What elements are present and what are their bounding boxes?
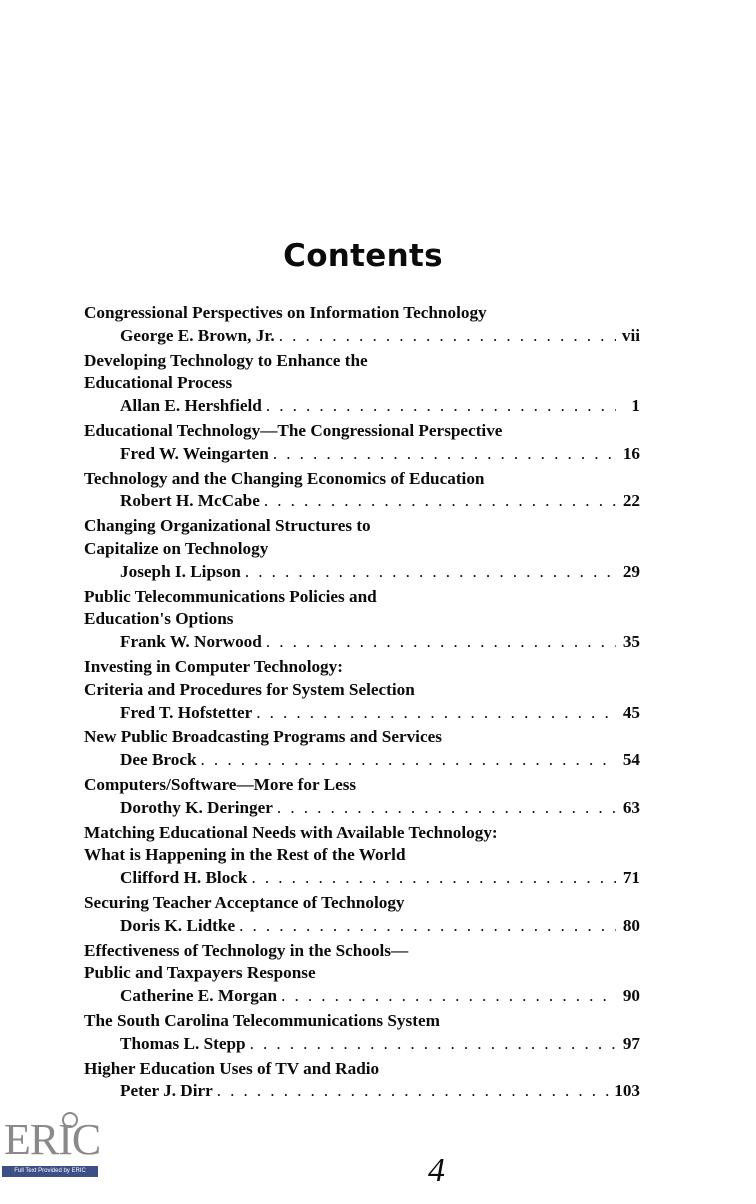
- toc-entry-title: Computers/Software—More for Less: [84, 774, 357, 794]
- toc-entry-title: Higher Education Uses of TV and Radio: [84, 1058, 380, 1078]
- toc-entry-page: 1: [631, 396, 640, 416]
- toc-author-line: [84, 1033, 640, 1056]
- dot-leader: [273, 443, 616, 466]
- toc-entry-title: Matching Educational Needs with Available Technology:: [84, 822, 498, 842]
- dot-leader: [266, 395, 616, 418]
- toc-entry-page: 63: [622, 797, 640, 817]
- toc-entry-page: 90: [622, 986, 640, 1006]
- toc-entry-title: Public Telecommunications Policies and: [84, 586, 377, 606]
- dot-leader: [256, 702, 616, 725]
- toc-entry-page: 54: [622, 750, 640, 770]
- toc-entry-title: Education's Options: [84, 609, 234, 629]
- toc-entry-title: Technology and the Changing Economics of Education: [84, 468, 485, 488]
- dot-leader: [201, 749, 616, 772]
- toc-entry-title: The South Carolina Telecommunications System: [84, 1010, 440, 1030]
- toc-author-line: [84, 985, 640, 1008]
- toc-author-line: [84, 1080, 640, 1103]
- toc-entry: [84, 1010, 640, 1056]
- page-number: 4: [428, 1152, 445, 1189]
- eric-logo-tagline: Full Text Provided by ERIC: [2, 1166, 98, 1177]
- toc-entry-page: 103: [614, 1081, 640, 1101]
- dot-leader: [279, 325, 616, 348]
- toc-entry-title: What is Happening in the Rest of the World: [84, 845, 406, 865]
- toc-entry-title: Educational Technology—The Congressional Perspective: [84, 420, 503, 440]
- toc-author-line: [84, 915, 640, 938]
- toc-entry-author: Joseph I. Lipson: [120, 561, 241, 581]
- toc-author-line: [84, 797, 640, 820]
- toc-entry: [84, 1058, 640, 1104]
- dot-leader: [264, 490, 616, 513]
- eric-logo: [0, 1112, 104, 1182]
- toc-author-line: [84, 749, 640, 772]
- toc-entry-author: Catherine E. Morgan: [120, 986, 278, 1006]
- toc-author-line: [84, 325, 640, 348]
- toc-entry-page: 22: [622, 491, 640, 511]
- toc-entry: [84, 726, 640, 772]
- dot-leader: [245, 561, 616, 584]
- toc-entry-title: Criteria and Procedures for System Selection: [84, 679, 415, 699]
- toc-entry-author: Fred W. Weingarten: [120, 443, 269, 463]
- toc-entry-title: New Public Broadcasting Programs and Services: [84, 727, 442, 747]
- page-title: Contents: [283, 238, 443, 274]
- toc-entry-author: Fred T. Hofstetter: [120, 702, 253, 722]
- toc-entry-title: Capitalize on Technology: [84, 538, 269, 558]
- toc-entry: [84, 586, 640, 654]
- toc-entry-page: 45: [622, 702, 640, 722]
- toc-entry-title: Developing Technology to Enhance the: [84, 350, 368, 370]
- toc-entry-title: Securing Teacher Acceptance of Technology: [84, 892, 405, 912]
- toc-entry-author: Allan E. Hershfield: [120, 396, 262, 416]
- toc-entry: [84, 892, 640, 938]
- table-of-contents: [84, 302, 640, 1105]
- toc-entry: [84, 420, 640, 466]
- toc-entry: [84, 822, 640, 890]
- dot-leader: [251, 867, 616, 890]
- toc-entry-title: Investing in Computer Technology:: [84, 656, 343, 676]
- dot-leader: [277, 797, 616, 820]
- toc-author-line: [84, 867, 640, 890]
- toc-entry-title: Effectiveness of Technology in the Schools—: [84, 940, 409, 960]
- toc-entry-title: Public and Taxpayers Response: [84, 963, 316, 983]
- toc-entry: [84, 350, 640, 418]
- toc-entry-title: Educational Process: [84, 373, 233, 393]
- dot-leader: [250, 1033, 616, 1056]
- dot-leader: [266, 631, 616, 654]
- toc-entry-author: Frank W. Norwood: [120, 632, 262, 652]
- toc-entry-page: 29: [622, 561, 640, 581]
- dot-leader: [217, 1080, 610, 1103]
- toc-entry: [84, 940, 640, 1008]
- toc-author-line: [84, 561, 640, 584]
- toc-entry-page: vii: [621, 325, 640, 345]
- toc-entry-title: Congressional Perspectives on Information Technology: [84, 303, 487, 322]
- dot-leader: [239, 915, 616, 938]
- toc-author-line: [84, 395, 640, 418]
- dot-leader: [281, 985, 616, 1008]
- toc-author-line: [84, 490, 640, 513]
- toc-entry: [84, 515, 640, 583]
- toc-entry-page: 97: [622, 1033, 640, 1053]
- toc-entry-author: Robert H. McCabe: [120, 491, 260, 511]
- toc-entry-author: Peter J. Dirr: [120, 1081, 213, 1101]
- toc-entry-author: Clifford H. Block: [120, 868, 248, 888]
- toc-entry-author: Doris K. Lidtke: [120, 915, 236, 935]
- toc-entry-author: Thomas L. Stepp: [120, 1033, 246, 1053]
- toc-entry: [84, 468, 640, 514]
- toc-entry-page: 35: [622, 632, 640, 652]
- toc-author-line: [84, 702, 640, 725]
- toc-entry-author: George E. Brown, Jr.: [120, 325, 275, 345]
- toc-entry: [84, 302, 640, 348]
- eric-logo-text: ERIC: [4, 1115, 101, 1164]
- toc-entry-page: 16: [622, 443, 640, 463]
- toc-entry-page: 80: [622, 915, 640, 935]
- toc-entry-title: Changing Organizational Structures to: [84, 516, 371, 536]
- toc-entry: [84, 656, 640, 724]
- toc-author-line: [84, 443, 640, 466]
- toc-entry-author: Dorothy K. Deringer: [120, 797, 273, 817]
- toc-entry-author: Dee Brock: [120, 750, 197, 770]
- toc-entry: [84, 774, 640, 820]
- toc-author-line: [84, 631, 640, 654]
- toc-entry-page: 71: [622, 868, 640, 888]
